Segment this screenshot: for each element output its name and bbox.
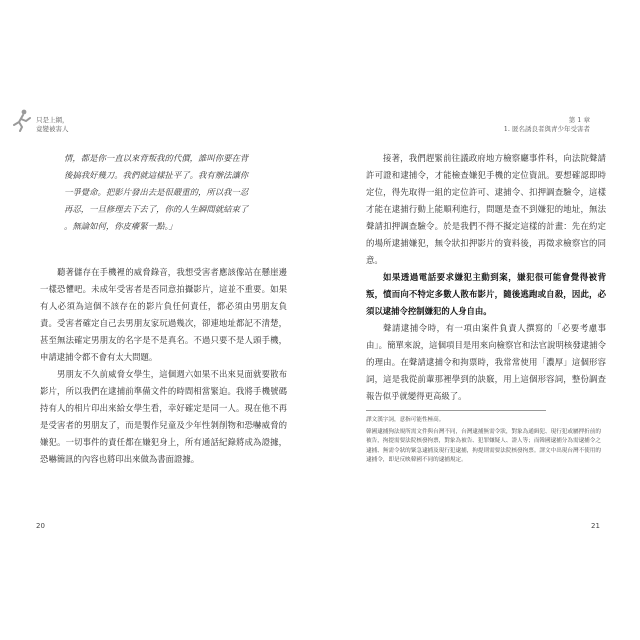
quote-line: 情，都是你一直以來背叛我的代價，誰叫你要在背 — [64, 153, 249, 163]
book-title-line1: 只是上網， — [36, 116, 69, 124]
emphasized-paragraph: 如果透過電話要求嫌犯主動到案，嫌犯很可能會覺得被背叛，憤而向不特定多數人散布影片，隨後逃跑或自殺，因此，必須以逮捕令控制嫌犯的人身自由。 — [366, 272, 606, 316]
quote-line: 後搞我好幾刀。我們就這樣扯平了。我有辦法讓你 — [64, 170, 249, 180]
body-paragraph: 聲請逮捕令時，有一項由案件負責人撰寫的「必要考慮事由」。簡單來說，這個項目是用來向檢察官和法官說明核發逮捕令的理由。在聲請逮捕令和拘票時，我常常使用「濃厚」這個形容詞，這是我從前輩那裡學到的訣竅，用上這個形容詞，整份調查報告似乎就變得更高級了。 — [366, 323, 606, 401]
chapter-label: 第 1 章 — [568, 116, 590, 124]
quote-line: 再忍，一旦修理去下去了，你的人生瞬間就結束了 — [64, 204, 249, 214]
right-page-number: 21 — [591, 522, 600, 530]
body-paragraph: 男朋友不久前威脅女學生，這個週六如果不出來見面就要散布影片，所以我們在逮捕前準備文件的時間相當緊迫。我將手機號碼持有人的相片印出來給女學生看，幸好確定是同一人。現在他不再是受害者的男朋友了，而是製作兒童及少年性剝削物和恐嚇威脅的嫌犯。一切事件的責任都在嫌犯身上，所有通話紀錄將成為證據，恐嚇簡訊的內容也將印出來做為書面證據。 — [40, 369, 287, 464]
section-label: 1. 匿名誘良者與青少年受害者 — [503, 125, 590, 133]
book-title-line2: 竟變被害人 — [36, 125, 69, 133]
footnote-divider — [366, 410, 546, 411]
body-paragraph: 接著，我們趕緊前往議政府地方檢察廳事件科，向法院聲請許可證和逮捕令，才能檢查嫌犯手機的定位資訊。要想確認即時定位，得先取得一組的定位許可、逮捕令、扣押調查驗令，這樣才能在逮捕行動上能順利進行，問題是查不到嫌犯的地址，無法聲請扣押調查驗令。於是我們不得不擬定這樣的計畫：先在約定的場所逮捕嫌犯，無令狀扣押影片的資料後，再徵求檢察官的同意。 — [366, 153, 606, 265]
quote-line: 一爭覺命。把影片發出去是很嚴重的，所以我一忍 — [64, 187, 249, 197]
threat-quote — [64, 150, 264, 235]
right-body-text — [366, 150, 606, 405]
body-paragraph: 聽著儲存在手機裡的威脅錄音，我想受害者應該像站在懸崖邊一樣恐懼吧。未成年受害者是否同意拍攝影片，這並不重要。如果有人必須為這個不該存在的影片負任何責任，都必須由男朋友負責。受害者確定自己去男朋友家玩過幾次，卻連地址都記不清楚，甚至無法確定男朋友的名字是不是真名。不過只要不是人頭手機，申請逮捕令都不會有太大問題。 — [40, 267, 287, 362]
left-body-text — [40, 264, 287, 468]
footnotes — [366, 416, 606, 468]
footnote-item: 韓國逮捕狗法規所需文件與台灣不同，台灣逮捕無需令狀，對象為通緝犯、現行犯或屬押折前的被告，拘提需要法院核發拘票，對象為被告、犯罪嫌疑人、證人等；而韓國逮捕分為需逮捕令之逮捕、無需令狀的緊急逮捕及現行犯逮捕，拘提則需要法院核發拘票。譯文中出現台灣不使用的逮捕令，即是反映韓國不同的逮捕規定。 — [366, 428, 601, 463]
right-running-header — [504, 116, 590, 134]
left-page-number: 20 — [36, 522, 45, 530]
quote-line: 。無論如何，你皮癢緊一點。」 — [64, 221, 178, 231]
left-running-header — [36, 116, 69, 134]
running-figure-emblem-icon — [10, 108, 34, 132]
footnote-item: 譯文漢字詞，意指可能性極高。 — [366, 417, 445, 423]
